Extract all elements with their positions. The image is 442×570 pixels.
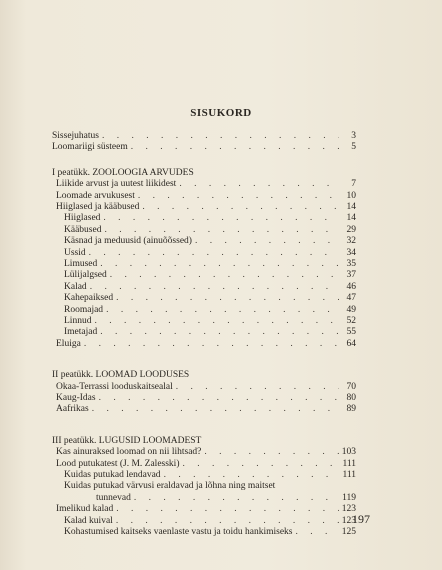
- toc-entry-title: Kuidas putukad värvusi eraldavad ja lõhna ning maitset: [64, 481, 276, 492]
- toc-entry-title: Loomade arvukusest: [56, 190, 135, 201]
- dot-leader: [94, 315, 339, 327]
- page-title: SISUKORD: [190, 107, 252, 119]
- toc-entry: [64, 515, 356, 527]
- dot-leader: [164, 469, 339, 481]
- toc-entry: [96, 492, 356, 504]
- toc-entry-title: Kohastumised kaitseks vaenlaste vastu ja toidu hankimiseks: [64, 527, 293, 537]
- page-number: 197: [352, 512, 370, 526]
- toc-entry-page: 89: [346, 404, 356, 415]
- toc-entry-title: Imetajad: [64, 327, 98, 338]
- toc-entry: [52, 141, 356, 153]
- toc-entry-page: 35: [346, 259, 356, 269]
- toc-entry-title: Kääbused: [64, 224, 102, 235]
- toc-entry-page: 10: [346, 190, 356, 201]
- toc-entry: [56, 190, 356, 202]
- toc-entry-title: Eluiga: [56, 338, 81, 349]
- toc-entry-page: 103: [341, 447, 356, 458]
- dot-leader: [90, 281, 339, 293]
- toc-entry-page: 64: [346, 338, 356, 349]
- toc-entry-page: 80: [346, 393, 356, 403]
- dot-leader: [92, 403, 339, 415]
- toc-entry-title: Roomajad: [64, 304, 104, 315]
- toc-entry-title: tunnevad: [96, 492, 131, 503]
- toc-entry-page: 70: [346, 381, 356, 392]
- dot-leader: [102, 130, 339, 142]
- toc-entry: [64, 235, 356, 247]
- toc-entry-page: 49: [346, 304, 356, 315]
- dot-leader: [84, 338, 339, 350]
- toc-entry-title: Aafrikas: [56, 404, 89, 415]
- toc-entry-title: Ussid: [64, 247, 86, 258]
- toc-entry-title: Kas ainuraksed loomad on nii lihtsad?: [56, 447, 202, 458]
- toc-entry-page: 111: [342, 470, 356, 480]
- toc-entry-page: 125: [341, 527, 356, 537]
- toc-entry-title: Kalad kuival: [64, 515, 113, 526]
- toc-entry: [56, 446, 356, 458]
- toc-entry-page: 37: [346, 270, 356, 281]
- dot-leader: [116, 292, 339, 304]
- chapter-heading: III peatükk. LUGUSID LOOMADEST: [52, 435, 202, 446]
- toc-entry: [64, 526, 356, 538]
- dot-leader: [103, 212, 339, 224]
- toc-entry-title: Okaa-Terrassi looduskaitsealal: [56, 381, 173, 392]
- toc-entry: [64, 224, 356, 236]
- toc-entry-page: 123: [341, 504, 356, 515]
- chapter-heading: I peatükk. ZOOLOOGIA ARVUDES: [52, 167, 194, 178]
- toc-entry: [56, 201, 356, 213]
- toc-entry: [56, 403, 356, 415]
- toc-entry-page: 3: [351, 131, 356, 141]
- dot-leader: [89, 247, 339, 259]
- toc-entry-title: Kahepaiksed: [64, 293, 114, 304]
- toc-entry: [64, 315, 356, 327]
- toc-entry: [56, 178, 356, 190]
- dot-leader: [99, 392, 339, 404]
- toc-entry-title: Hiiglased: [64, 213, 101, 224]
- toc-entry: [64, 304, 356, 316]
- toc-entry: [64, 247, 356, 259]
- toc-entry-title: Linnud: [64, 316, 92, 326]
- dot-leader: [131, 141, 339, 153]
- dot-leader: [110, 269, 339, 281]
- dot-leader: [182, 458, 339, 470]
- dot-leader: [116, 503, 339, 515]
- toc-entry: [52, 130, 356, 142]
- toc-entry-title: Limused: [64, 259, 98, 269]
- toc-entry-title: Loomariigi süsteem: [52, 142, 128, 153]
- toc-entry-page: 111: [342, 458, 356, 469]
- toc-entry: [64, 258, 356, 270]
- toc-entry-page: 47: [346, 293, 356, 304]
- toc-entry: [64, 326, 356, 338]
- toc-entry-page: 14: [346, 213, 356, 224]
- toc-entry: [64, 469, 356, 481]
- dot-leader: [195, 235, 339, 247]
- toc-entry-page: 123: [341, 515, 356, 526]
- toc-entry: [64, 281, 356, 293]
- dot-leader: [116, 515, 339, 527]
- toc-entry: [56, 503, 356, 515]
- toc-entry-title: Lülijalgsed: [64, 270, 107, 281]
- toc-entry-page: 119: [342, 492, 356, 503]
- toc-entry-page: 7: [351, 179, 356, 190]
- toc-entry: [56, 392, 356, 404]
- dot-leader: [104, 224, 339, 236]
- toc-entry-page: 14: [346, 202, 356, 212]
- dot-leader: [179, 178, 339, 190]
- toc-entry-title: Lood putukatest (J. M. Zalesski): [56, 458, 180, 469]
- toc-entry-title: Kaug-Idas: [56, 393, 96, 403]
- toc-entry-page: 55: [346, 327, 356, 338]
- toc-entry-page: 32: [346, 236, 356, 247]
- toc-entry-title: Kuidas putukad lendavad: [64, 470, 161, 480]
- toc-entry: [64, 292, 356, 304]
- dot-leader: [204, 446, 338, 458]
- toc-entry-title: Hiiglased ja kääbused: [56, 202, 140, 212]
- dot-leader: [296, 526, 339, 538]
- toc-entry: [64, 269, 356, 281]
- toc-entry: [64, 212, 356, 224]
- toc-entry-title: Kalad: [64, 281, 87, 292]
- toc-entry-title: Liikide arvust ja uutest liikidest: [56, 179, 177, 190]
- toc-entry: [56, 458, 356, 470]
- toc-entry-page: 46: [346, 281, 356, 292]
- toc-entry-title: Sissejuhatus: [52, 131, 99, 141]
- toc-entry-page: 52: [346, 316, 356, 326]
- dot-leader: [100, 326, 339, 338]
- dot-leader: [138, 190, 339, 202]
- dot-leader: [100, 258, 339, 270]
- chapter-heading: II peatükk. LOOMAD LOODUSES: [52, 370, 190, 381]
- dot-leader: [134, 492, 339, 504]
- toc-entry-title: Käsnad ja meduusid (ainuõõssed): [64, 236, 192, 247]
- toc-entry-page: 34: [346, 247, 356, 258]
- dot-leader: [142, 201, 339, 213]
- dot-leader: [106, 304, 339, 316]
- toc-entry-page: 29: [346, 224, 356, 235]
- toc-entry: [56, 381, 356, 393]
- dot-leader: [176, 381, 339, 393]
- toc-entry-title: Imelikud kalad: [56, 504, 114, 515]
- toc-entry-page: 5: [351, 142, 356, 153]
- toc-entry: [56, 338, 356, 350]
